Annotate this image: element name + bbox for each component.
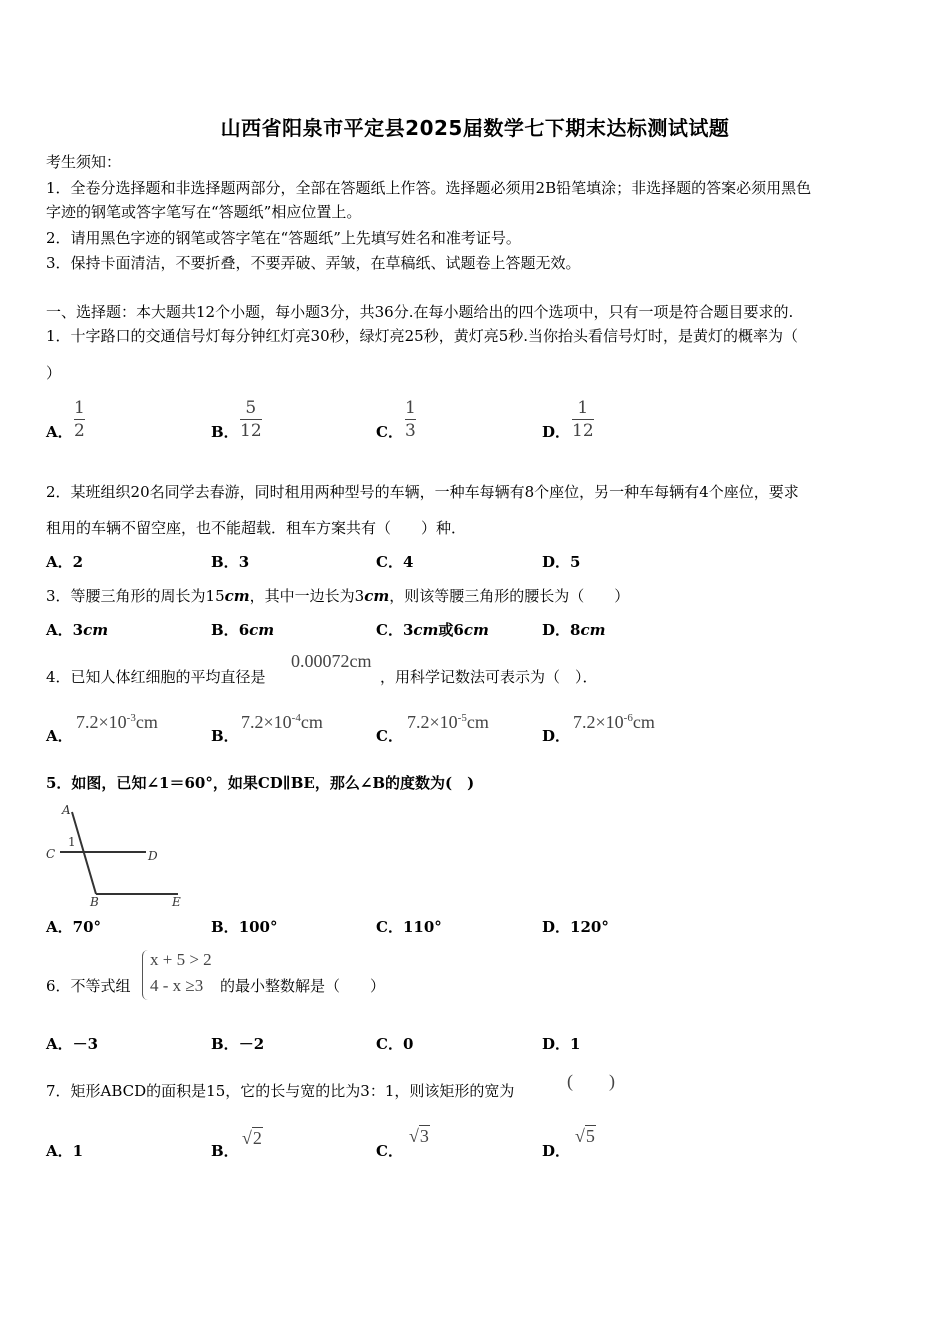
section-heading: 一、选择题：本大题共12个小题，每小题3分，共36分.在每小题给出的四个选项中，只有一项是符合题目要求的. [46,303,794,321]
q4-option-a-expr: $7.2\times 10^{-3}cm$ [76,712,158,732]
q4-option-d: D． [542,727,571,745]
q7-option-c-sqrt: √3 [409,1126,429,1146]
q7-option-b: B． [211,1142,239,1160]
q7-option-c: C． [376,1142,403,1160]
q5-figure [44,802,184,908]
q2-option-d: D．5 [542,553,581,571]
notice-item-1-cont: 字迹的钢笔或答字笔写在“答题纸”相应位置上。 [46,203,362,221]
q5-option-c: C．110° [376,918,442,936]
label-b: B [90,895,99,908]
q7-option-b-sqrt: √2 [242,1128,262,1148]
notice-item-2: 2．请用黑色字迹的钢笔或答字笔在“答题纸”上先填写姓名和准考证号。 [46,229,521,247]
q1-option-c: C． [376,423,403,441]
label-c: C [46,847,56,861]
label-d: D [148,849,158,863]
question-6-stem-b: 的最小整数解是（ ） [220,977,386,995]
q6-option-a: A．－3 [46,1035,99,1053]
q5-option-a: A．70° [46,918,102,936]
q5-option-d: D．120° [542,918,609,936]
q4-option-a: A． [46,727,73,745]
label-e: E [172,895,181,908]
system-brace [142,950,149,1000]
question-7-stem: 7．矩形ABCD的面积是15，它的长与宽的比为3：1，则该矩形的宽为 [46,1082,515,1100]
q7-option-d-sqrt: √5 [575,1126,595,1146]
q3-option-a: A．3cm [46,621,109,639]
q4-option-b-expr: $7.2\times 10^{-4}cm$ [241,712,323,732]
q4-option-c: C． [376,727,403,745]
inequality-2: 4 - x ≥3 [150,976,204,995]
question-4-stem-b: ，用科学记数法可表示为（ ）． [380,668,598,686]
label-angle-1: 1 [68,835,76,849]
q4-option-b: B． [211,727,239,745]
question-4-stem-a: 4．已知人体红细胞的平均直径是 [46,668,266,686]
question-2-stem-cont: 租用的车辆不留空座，也不能超载．租车方案共有（ ）种． [46,519,467,537]
notice-item-3: 3．保持卡面清洁，不要折叠，不要弄破、弄皱，在草稿纸、试题卷上答题无效。 [46,254,581,272]
q1-option-a-fraction: 1 2 [74,398,85,441]
label-a: A [62,803,71,817]
q1-option-d-fraction: 1 12 [572,398,594,441]
q6-inequality-system [142,950,222,1002]
q7-option-d: D． [542,1142,571,1160]
q6-option-b: B．－2 [211,1035,265,1053]
q4-option-d-expr: $7.2\times 10^{-6}cm$ [573,712,655,732]
q4-option-c-expr: $7.2\times 10^{-5}cm$ [407,712,489,732]
question-1-stem: 1．十字路口的交通信号灯每分钟红灯亮30秒，绿灯亮25秒，黄灯亮5秒.当你抬头看信号灯时，是黄灯的概率为（ [46,327,799,345]
question-3-stem: 3．等腰三角形的周长为15cm，其中一边长为3cm，则该等腰三角形的腰长为（ ） [46,587,630,605]
q5-option-b: B．100° [211,918,278,936]
q3-option-d: D．8cm [542,621,606,639]
q3-option-b: B．6cm [211,621,275,639]
exam-title: 山西省阳泉市平定县2025届数学七下期末达标测试试题 [220,116,730,140]
q7-answer-paren: ( ) [567,1071,615,1091]
q2-option-b: B．3 [211,553,250,571]
q3-option-c: C．3cm或6cm [376,621,489,639]
q1-option-c-fraction: 1 3 [405,398,416,441]
q2-option-a: A．2 [46,553,84,571]
q1-option-b-fraction: 5 12 [240,398,262,441]
question-1-stem-cont: ） [46,364,62,382]
q1-option-b: B． [211,423,239,441]
q1-option-a: A． [46,423,73,441]
question-2-stem: 2．某班组织20名同学去春游，同时租用两种型号的车辆，一种车每辆有8个座位，另一种车每辆有4个座位，要求 [46,483,799,501]
inequality-1: x + 5 > 2 [150,950,212,969]
notice-item-1: 1．全卷分选择题和非选择题两部分，全部在答题纸上作答。选择题必须用2B铅笔填涂；非选择题的答案必须用黑色 [46,179,812,197]
question-5-stem: 5．如图，已知∠1＝60°，如果CD∥BE，那么∠B的度数为( ) [46,774,475,792]
q2-option-c: C．4 [376,553,414,571]
q1-option-d: D． [542,423,571,441]
q7-option-a: A．1 [46,1142,84,1160]
q6-option-d: D．1 [542,1035,581,1053]
question-6-stem-a: 6．不等式组 [46,977,131,995]
q6-option-c: C．0 [376,1035,414,1053]
notice-heading: 考生须知： [46,153,122,171]
q4-diameter-value: 0.00072cm [291,651,372,671]
